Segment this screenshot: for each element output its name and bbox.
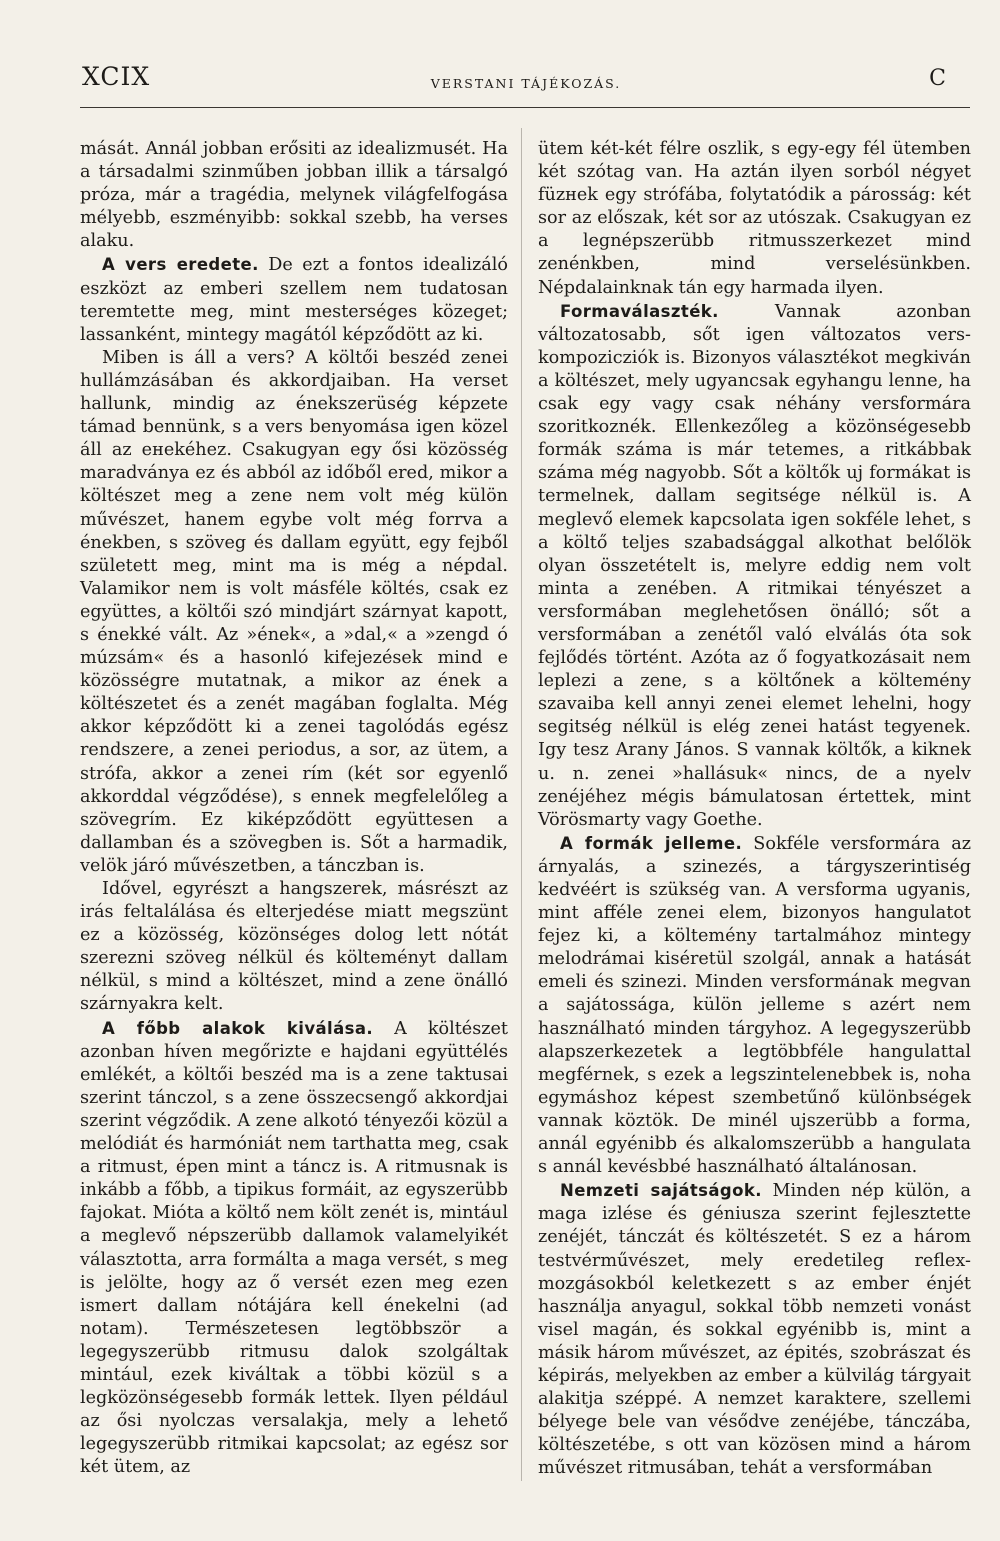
- page-number-right: C: [929, 66, 946, 91]
- column-divider: [521, 128, 522, 1481]
- section-paragraph: [538, 300, 971, 832]
- section-heading: Nemzeti sajátságok.: [560, 1181, 762, 1201]
- section-paragraph: [538, 832, 971, 1179]
- paragraph: Idővel, egyrészt a hangszerek, másrészt az irás feltalálása és elterjedése miatt megszünt ez a közösség, közönséges dolog lett nótát szerezni szöveg nélkül és költeményt dallam nélkül, s mind a költészet, mind a zene önálló szárnyakra kelt.: [80, 879, 508, 1015]
- section-text: Minden nép külön, a maga izlése és géniusza szerint fejlesztette zenéjét, tánczát és költészetét. S ez a három testvérművészet, mely eredetileg reflex-mozgásokból keletkezett s az ember énjét használja anyagul, sokkal több nemzeti vonást visel magán, és sokkal egyénibb is, mint a másik három művészet, az épités, szobrászat és képirás, melyekben az ember a külvilág tárgyait alakitja széppé. A nemzet karaktere, szellemi bélyege bele van vésődve zenéjébe, tánczába, költészetébe, s ott van közösen mind a három művészet ritmusában, tehát a versformában: [538, 1181, 971, 1479]
- section-paragraph: [80, 1017, 508, 1480]
- section-heading: A vers eredete.: [102, 255, 259, 275]
- section-heading: Formaválaszték.: [560, 301, 719, 321]
- page-number-left: XCIX: [82, 62, 151, 91]
- paragraph: ütem két-két félre oszlik, s egy-egy fél ütemben két szótag van. Ha aztán ilyen sorból négyet füzнek egy strófába, folytatódik a párosság: két sor az előszak, két sor az utószak. Csakugyan ez a legnépszerübb ritmusszerkezet mind zenénkben, mind verselésünkben. Népdalainknak tán egy harmada ilyen.: [538, 139, 971, 298]
- section-heading: A főbb alakok kiválása.: [102, 1018, 374, 1038]
- section-text: Sokféle versformára az árnyalás, a szinezés, a tárgyszerintiség kedvéért is szükség van. A versforma ugyanis, mint afféle zenei elem, bizonyos hangulatot fejez ki, a költemény tartalmához mintegy melodrámai kiséretül szolgál, annak a hatását emeli és szinezi. Minden versformának megvan a sajátossága, külön jelleme s azért nem használható minden tárgyhoz. A legegyszerübb alapszerkezetek a legtöbbféle hangulattal megférnek, s ezek a legszintelenebbek is, noha egymáshoz képest szembetűnő különbségek vannak köztök. De minél ujszerübb a forma, annál egyénibb és alkalomszerübb a hangulata s annál kevésbbé használható általánosan.: [538, 833, 972, 1178]
- paragraph: Miben is áll a vers? A költői beszéd zenei hullámzásában és akkordjaiban. Ha verset hallunk, mindig az énekszerüség képzete támad bennünk, s a vers benyomása igen közel áll az енekéhez. Csakugyan egy ősi közösség maradványa ez és abból az időből ered, mikor a költészet meg a zene nem volt még külön művészet, hanem egybe volt még forrva a énekben, s szöveg és dallam együtt, egy fejből született meg, mint ma is még a népdal. Valamikor nem is volt másféle költés, csak ez együttes, a költői szó mindjárt szárnyat kapott, s énekké vált. Az »ének«, a »dal,« a »zengd ó múzsám« és a hasonló kifejezések mind e közösségre mutatnak, a mikor az ének a költészetet és a zenét magában foglalta. Még akkor képződött ki a zenei tagolódás egész rendszere, a zenei periodus, a sor, az ütem, a strófa, akkor a zenei rím (két sor egyenlő akkorddal végződése), s ennek megfelelőleg a szövegrím. Ez kiképződött együttesen a dallamban és a szövegben is. Sőt a harmadik, velök járó művészetben, a tánczban is.: [80, 347, 508, 876]
- section-text: A költészet azonban híven megőrizte e hajdani együttélés emlékét, a költői beszéd ma is a zene taktusai szerint tánczol, s a zene összecsengő akkordjai szerint végződik. A zene alkotó tényezői közül a melódiát és harmóniát nem tarthatta meg, csak a ritmust, épen mint a tánсz is. A ritmusnak is inkább a főbb, a tipikus formáit, az egyszerübb fajokat. Mióta a költő nem költ zenét is, mintául a meglevő népszerübb dallamok valamelyikét választotta, arra formálta a maga versét, s meg is jelölte, hogy az ő versét ezen meg ezen ismert dallam nótájára kell énekelni (ad notam). Természetesen legtöbbször a legegyszerübb ritmusu dalok szolgáltak mintául, ezek kiváltak a többi közül s a legközönségesebb formák lettek. Ilyen például az ősi nyolczas versalakja, mely a lehető legegyszerübb ritmikai kapcsolat; az egész sor két ütem, az: [80, 1018, 508, 1478]
- right-column: [538, 138, 971, 1480]
- running-header: [82, 62, 970, 102]
- running-title: VERSTANI TÁJÉKOZÁS.: [430, 76, 622, 91]
- section-heading: A formák jelleme.: [560, 833, 743, 853]
- section-paragraph: [538, 1179, 971, 1480]
- paragraph: mását. Annál jobban erősiti az idealizmusét. Ha a társadalmi szinműben jobban illik a társalgó próza, már a tragédia, melynek világfelfogása mélyebb, eszményibb: sokkal szebb, ha verses alaku.: [80, 139, 508, 252]
- section-paragraph: [80, 253, 508, 346]
- section-text: De ezt a fontos idealizáló eszközt az emberi szellem nem tudatosan teremtette meg, mint mesterséges közeget; lassanként, mintegy magától képződött az ki.: [80, 255, 509, 345]
- header-rule: [80, 107, 970, 108]
- section-text: Vannak azonban változatosabb, sőt igen változatos vers-kompoziczіók is. Bizonyos választékot megkiván a költészet, mely ugyancsak egyhangu lenne, ha csak egy vagy csak néhány versformára szoritkoznék. Ellenkezőleg a közönségesebb formák száma is már tetemes, a ritkábbak száma még nagyobb. Sőt a költők uj formákat is termelnek, dallam segitsége nélkül is. A meglevő elemek kapcsolata igen sokféle lehet, s a költő teljes szabadsággal alkothat belőlök olyan összetételt is, melyre eddig nem volt minta a zenében. A ritmikai tényészet a versformában meglehetősen önálló; sőt a versformában a zenétől való elválás óta sok fejlődés történt. Azóta az ő fogyatkozásait nem leplezi a zene, s a költőnek a költemény szavaiba kell annyi zenei elemet lehelni, hogy segitség nélkül is elég zenei hatást tegyenek. Igy tesz Arany János. S vannak költők, a kiknek u. n. zenei »hallásuk« nincs, de a nyelv zenéjéhez mégis bámulatosan értettek, mint Vörösmarty vagy Goethe.: [538, 301, 972, 830]
- left-column: [80, 138, 508, 1479]
